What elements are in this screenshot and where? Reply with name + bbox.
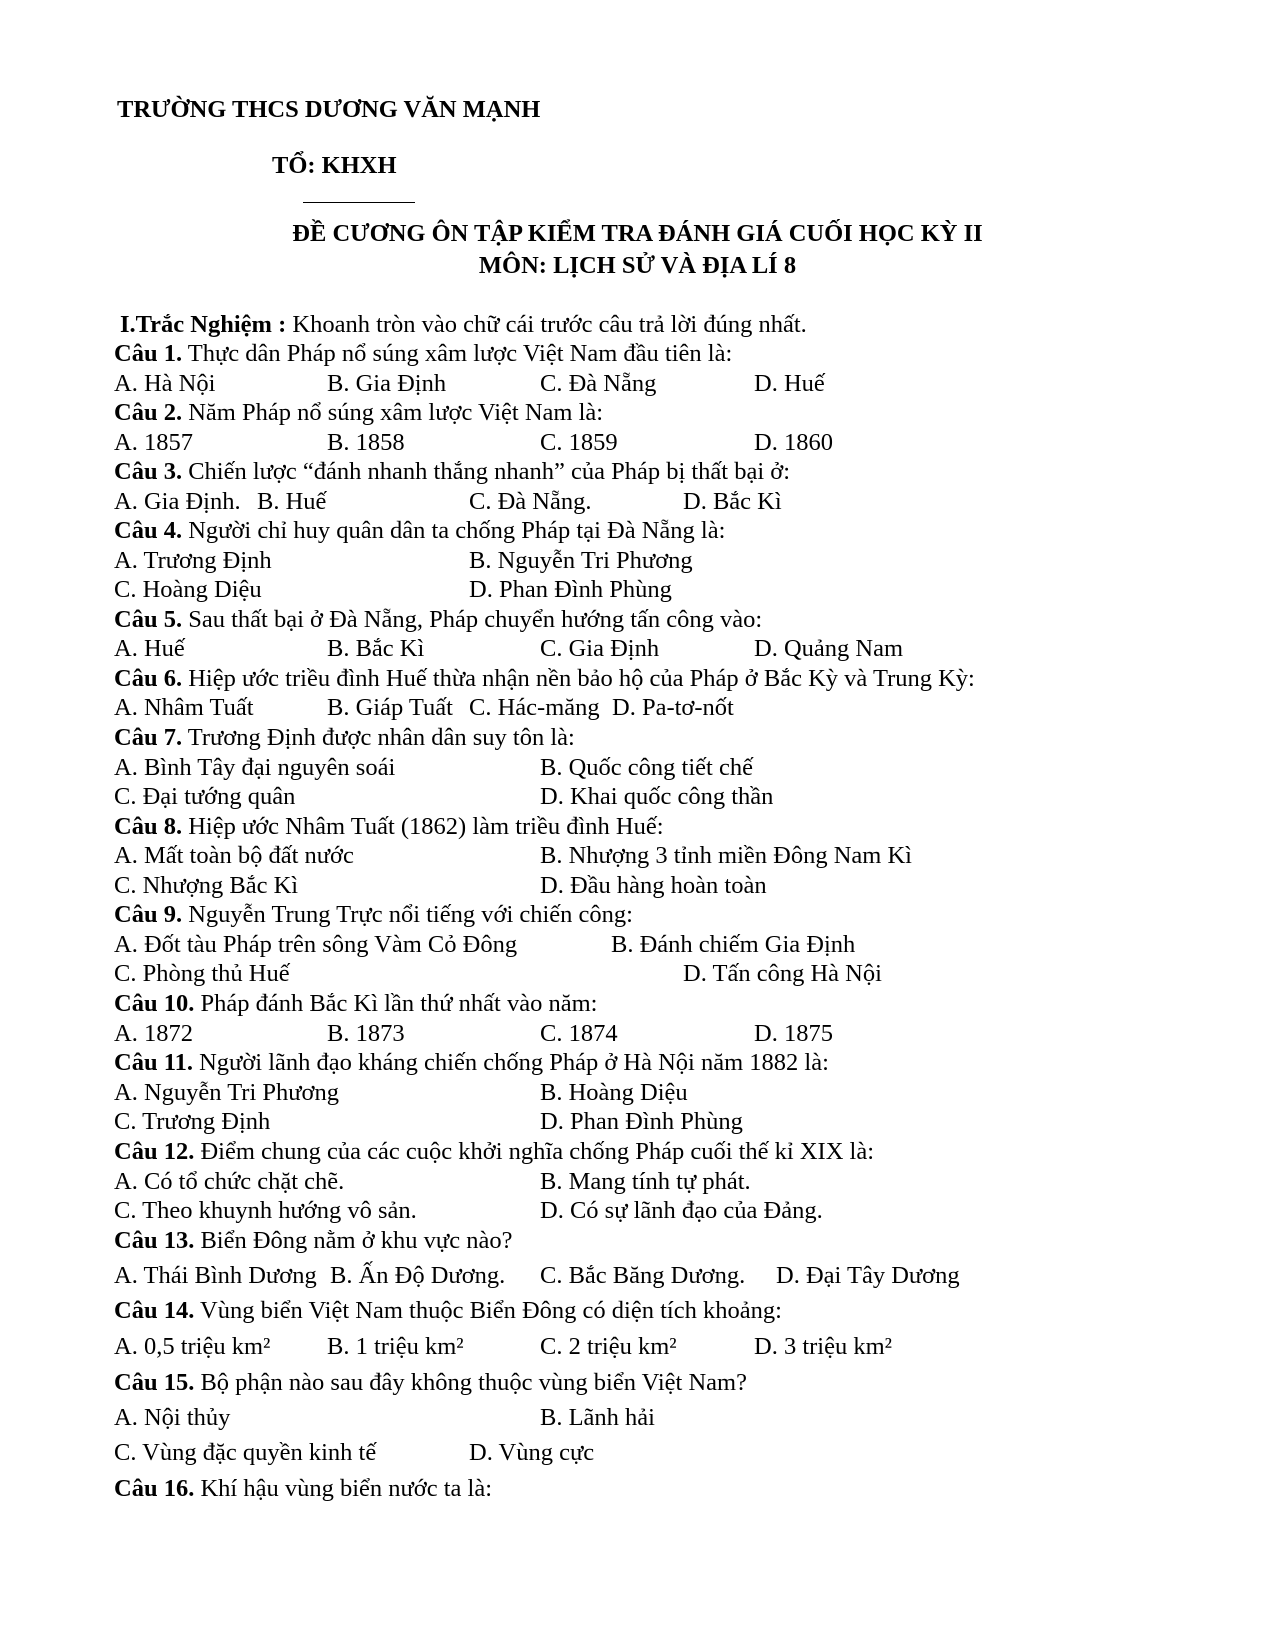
question-16 <box>114 1477 492 1502</box>
question-text: Nguyễn Trung Trực nổi tiếng với chiến công: <box>182 901 633 928</box>
section-heading <box>120 313 807 338</box>
q8-option-d[interactable]: D. Đầu hàng hoàn toàn <box>540 872 767 899</box>
q7-option-d[interactable]: D. Khai quốc công thần <box>540 783 774 810</box>
q4-option-b[interactable]: B. Nguyễn Tri Phương <box>469 547 693 574</box>
question-text: Sau thất bại ở Đà Nẵng, Pháp chuyển hướng tấn công vào: <box>182 606 763 633</box>
question-label: Câu 16. <box>114 1475 195 1502</box>
question-14 <box>114 1299 782 1324</box>
q15-option-a[interactable]: A. Nội thủy <box>114 1404 231 1431</box>
question-label: Câu 14. <box>114 1297 195 1324</box>
q8-option-c[interactable]: C. Nhượng Bắc Kì <box>114 872 299 899</box>
q7-option-a[interactable]: A. Bình Tây đại nguyên soái <box>114 754 396 781</box>
question-label: Câu 11. <box>114 1049 193 1076</box>
question-label: Câu 12. <box>114 1138 195 1165</box>
question-4 <box>114 519 725 544</box>
q9-option-d[interactable]: D. Tấn công Hà Nội <box>683 960 882 987</box>
question-text: Biển Đông nằm ở khu vực nào? <box>194 1227 513 1254</box>
header-divider <box>303 202 415 203</box>
question-text: Chiến lược “đánh nhanh thắng nhanh” của Pháp bị thất bại ở: <box>182 458 791 485</box>
q4-option-c[interactable]: C. Hoàng Diệu <box>114 576 262 603</box>
question-text: Khí hậu vùng biển nước ta là: <box>194 1475 493 1502</box>
question-text: Năm Pháp nổ súng xâm lược Việt Nam là: <box>182 399 604 426</box>
q13-option-c[interactable]: C. Bắc Băng Dương. <box>540 1262 746 1289</box>
question-label: Câu 7. <box>114 724 183 751</box>
question-6 <box>114 667 975 692</box>
q9-option-c[interactable]: C. Phòng thủ Huế <box>114 960 290 987</box>
question-text: Người lãnh đạo kháng chiến chống Pháp ở Hà Nội năm 1882 là: <box>192 1049 829 1076</box>
q6-option-c[interactable]: C. Hác-măng <box>469 694 600 721</box>
q1-option-a[interactable]: A. Hà Nội <box>114 370 216 397</box>
q10-option-d[interactable]: D. 1875 <box>754 1020 833 1047</box>
q14-option-c[interactable]: C. 2 triệu km² <box>540 1333 677 1360</box>
q4-option-a[interactable]: A. Trương Định <box>114 547 272 574</box>
question-label: Câu 13. <box>114 1227 195 1254</box>
question-label: Câu 15. <box>114 1369 195 1396</box>
q10-option-a[interactable]: A. 1872 <box>114 1020 193 1047</box>
q3-option-c[interactable]: C. Đà Nẵng. <box>469 488 592 515</box>
q13-option-b[interactable]: B. Ấn Độ Dương. <box>330 1262 506 1289</box>
question-9 <box>114 903 633 928</box>
q12-option-b[interactable]: B. Mang tính tự phát. <box>540 1168 751 1195</box>
q8-option-b[interactable]: B. Nhượng 3 tỉnh miền Đông Nam Kì <box>540 842 912 869</box>
q1-option-c[interactable]: C. Đà Nẵng <box>540 370 657 397</box>
q11-option-b[interactable]: B. Hoàng Diệu <box>540 1079 688 1106</box>
question-label: Câu 1. <box>114 340 183 367</box>
q2-option-c[interactable]: C. 1859 <box>540 429 618 456</box>
question-2 <box>114 401 603 426</box>
question-11 <box>114 1051 829 1076</box>
document-title: ĐỀ CƯƠNG ÔN TẬP KIỂM TRA ĐÁNH GIÁ CUỐI HỌC KỲ II <box>292 220 983 247</box>
question-label: Câu 6. <box>114 665 183 692</box>
question-1 <box>114 342 732 367</box>
q5-option-b[interactable]: B. Bắc Kì <box>327 635 425 662</box>
q7-option-b[interactable]: B. Quốc công tiết chế <box>540 754 753 781</box>
question-5 <box>114 608 762 633</box>
q6-option-a[interactable]: A. Nhâm Tuất <box>114 694 254 721</box>
q5-option-d[interactable]: D. Quảng Nam <box>754 635 904 662</box>
question-text: Thực dân Pháp nổ súng xâm lược Việt Nam đầu tiên là: <box>182 340 733 367</box>
department-name: TỔ: KHXH <box>272 152 397 179</box>
q3-option-a[interactable]: A. Gia Định. <box>114 488 241 515</box>
question-10 <box>114 992 597 1017</box>
question-text: Pháp đánh Bắc Kì lần thứ nhất vào năm: <box>194 990 598 1017</box>
question-15 <box>114 1371 747 1396</box>
q14-option-b[interactable]: B. 1 triệu km² <box>327 1333 464 1360</box>
section-instruction: Khoanh tròn vào chữ cái trước câu trả lời đúng nhất. <box>286 311 807 338</box>
q15-option-d[interactable]: D. Vùng cực <box>469 1439 595 1466</box>
q1-option-b[interactable]: B. Gia Định <box>327 370 447 397</box>
question-text: Hiệp ước Nhâm Tuất (1862) làm triều đình Huế: <box>182 813 664 840</box>
question-label: Câu 5. <box>114 606 183 633</box>
q10-option-c[interactable]: C. 1874 <box>540 1020 618 1047</box>
question-3 <box>114 460 790 485</box>
q11-option-d[interactable]: D. Phan Đình Phùng <box>540 1108 743 1135</box>
q7-option-c[interactable]: C. Đại tướng quân <box>114 783 296 810</box>
question-label: Câu 10. <box>114 990 195 1017</box>
q6-option-b[interactable]: B. Giáp Tuất <box>327 694 453 721</box>
question-text: Vùng biển Việt Nam thuộc Biển Đông có diện tích khoảng: <box>194 1297 782 1324</box>
school-name: TRƯỜNG THCS DƯƠNG VĂN MẠNH <box>117 96 541 123</box>
q12-option-d[interactable]: D. Có sự lãnh đạo của Đảng. <box>540 1197 823 1224</box>
q2-option-a[interactable]: A. 1857 <box>114 429 193 456</box>
q15-option-b[interactable]: B. Lãnh hải <box>540 1404 655 1431</box>
q15-option-c[interactable]: C. Vùng đặc quyền kinh tế <box>114 1439 377 1466</box>
section-label: I.Trắc Nghiệm : <box>120 311 287 338</box>
question-label: Câu 2. <box>114 399 183 426</box>
question-text: Trương Định được nhân dân suy tôn là: <box>182 724 575 751</box>
question-label: Câu 8. <box>114 813 183 840</box>
q9-option-b[interactable]: B. Đánh chiếm Gia Định <box>611 931 856 958</box>
question-text: Điểm chung của các cuộc khởi nghĩa chống Pháp cuối thế kỉ XIX là: <box>194 1138 875 1165</box>
question-12 <box>114 1140 874 1165</box>
q11-option-a[interactable]: A. Nguyễn Tri Phương <box>114 1079 339 1106</box>
q2-option-d[interactable]: D. 1860 <box>754 429 833 456</box>
q1-option-d[interactable]: D. Huế <box>754 370 825 397</box>
question-7 <box>114 726 575 751</box>
subject-title: MÔN: LỊCH SỬ VÀ ĐỊA LÍ 8 <box>478 252 797 279</box>
q13-option-d[interactable]: D. Đại Tây Dương <box>776 1262 960 1289</box>
question-text: Bộ phận nào sau đây không thuộc vùng biển Việt Nam? <box>194 1369 747 1396</box>
q8-option-a[interactable]: A. Mất toàn bộ đất nước <box>114 842 354 869</box>
question-label: Câu 9. <box>114 901 183 928</box>
q14-option-a[interactable]: A. 0,5 triệu km² <box>114 1333 271 1360</box>
q13-option-a[interactable]: A. Thái Bình Dương <box>114 1262 317 1289</box>
q2-option-b[interactable]: B. 1858 <box>327 429 405 456</box>
q5-option-a[interactable]: A. Huế <box>114 635 185 662</box>
q12-option-a[interactable]: A. Có tổ chức chặt chẽ. <box>114 1168 345 1195</box>
q4-option-d[interactable]: D. Phan Đình Phùng <box>469 576 672 603</box>
question-text: Người chỉ huy quân dân ta chống Pháp tại Đà Nẵng là: <box>182 517 726 544</box>
question-label: Câu 4. <box>114 517 183 544</box>
q10-option-b[interactable]: B. 1873 <box>327 1020 405 1047</box>
q12-option-c[interactable]: C. Theo khuynh hướng vô sản. <box>114 1197 417 1224</box>
q3-option-b[interactable]: B. Huế <box>257 488 327 515</box>
q3-option-d[interactable]: D. Bắc Kì <box>683 488 782 515</box>
q11-option-c[interactable]: C. Trương Định <box>114 1108 271 1135</box>
q14-option-d[interactable]: D. 3 triệu km² <box>754 1333 892 1360</box>
q6-option-d[interactable]: D. Pa-tơ-nốt <box>612 694 734 721</box>
question-13 <box>114 1229 512 1254</box>
q5-option-c[interactable]: C. Gia Định <box>540 635 660 662</box>
question-label: Câu 3. <box>114 458 183 485</box>
question-8 <box>114 815 664 840</box>
question-text: Hiệp ước triều đình Huế thừa nhận nền bảo hộ của Pháp ở Bắc Kỳ và Trung Kỳ: <box>182 665 975 692</box>
q9-option-a[interactable]: A. Đốt tàu Pháp trên sông Vàm Cỏ Đông <box>114 931 518 958</box>
